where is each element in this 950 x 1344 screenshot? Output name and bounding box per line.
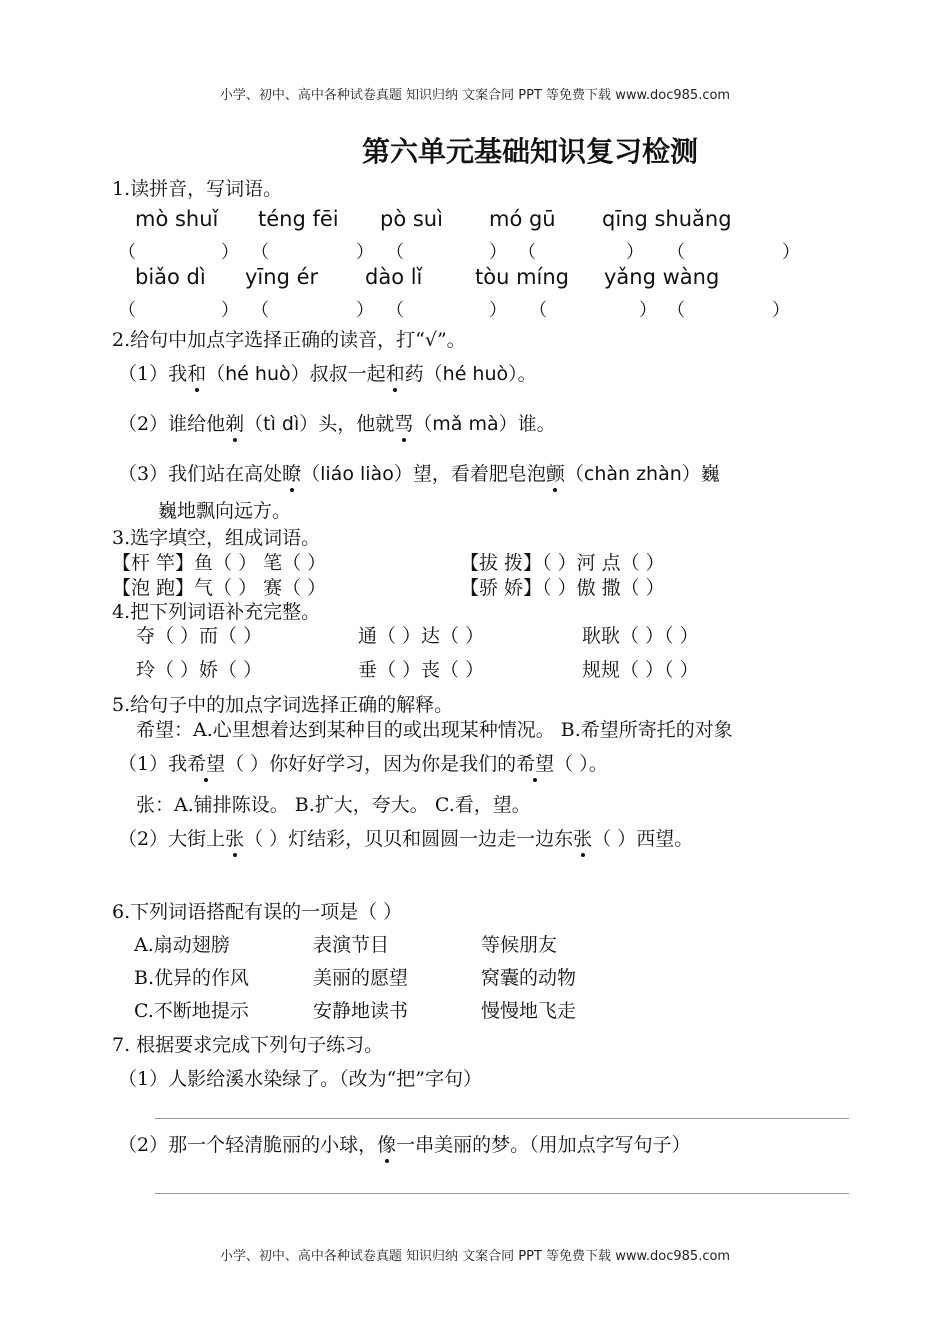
- q5-definition-1: 希望：A.心里想着达到某种目的或出现某种情况。 B.希望所寄托的对象: [136, 719, 733, 741]
- q6-option-c-2: 安静地读书: [313, 1000, 409, 1022]
- q2-sentence-2: （2）谁给他剃（tì dì）头，他就骂（mǎ mà）谁。: [118, 413, 556, 435]
- q4-item-6: 规规（ ）（ ）: [582, 659, 699, 681]
- q3-heading: 3.选字填空，组成词语。: [112, 527, 321, 549]
- q7-heading: 7. 根据要求完成下列句子练习。: [112, 1034, 384, 1056]
- answer-paren-open: （: [118, 300, 136, 321]
- q2-sentence-1: （1）我和（hé huò）叔叔一起和药（hé huò）。: [118, 363, 537, 385]
- q1-heading: 1.读拼音，写词语。: [112, 178, 283, 200]
- q1-pinyin-6: biǎo dì: [135, 265, 206, 289]
- answer-paren-open: （: [251, 242, 269, 263]
- answer-paren-close: ）: [639, 300, 657, 321]
- q4-item-5: 垂（ ）丧（ ）: [358, 659, 485, 681]
- answer-paren-open: （: [667, 300, 685, 321]
- q6-option-b-1: B.优异的作风: [134, 967, 250, 989]
- answer-paren-close: ）: [626, 242, 644, 263]
- q4-item-1: 夺（ ）而（ ）: [136, 625, 263, 647]
- q3-line-2b: 【骄 娇】（ ）傲 撒（ ）: [460, 577, 665, 599]
- q7-sentence-2: （2）那一个轻清脆丽的小球，像一串美丽的梦。（用加点字写句子）: [118, 1134, 691, 1156]
- answer-paren-open: （: [251, 300, 269, 321]
- answer-paren-close: ）: [772, 300, 790, 321]
- answer-paren-close: ）: [782, 242, 800, 263]
- q6-option-a-2: 表演节目: [313, 934, 390, 956]
- q2-heading: 2.给句中加点字选择正确的读音，打“√”。: [112, 329, 466, 351]
- q1-pinyin-2: téng fēi: [258, 207, 339, 231]
- q1-pinyin-4: mó gū: [489, 207, 556, 231]
- q3-line-1b: 【拔 拨】（ ）河 点（ ）: [460, 552, 665, 574]
- answer-paren-open: （: [529, 300, 547, 321]
- answer-paren-close: ）: [356, 300, 374, 321]
- answer-paren-open: （: [386, 242, 404, 263]
- q4-item-3: 耿耿（ ）（ ）: [582, 625, 699, 647]
- q6-heading: 6.下列词语搭配有误的一项是（ ）: [112, 901, 403, 923]
- answer-paren-close: ）: [221, 300, 239, 321]
- q7-sentence-1: （1）人影给溪水染绿了。（改为“把”字句）: [118, 1068, 483, 1090]
- q1-pinyin-1: mò shuǐ: [135, 207, 219, 231]
- q6-option-a-1: A.扇动翅膀: [134, 934, 230, 956]
- q4-item-4: 玲（ ）娇（ ）: [136, 659, 263, 681]
- q1-pinyin-7: yīng ér: [245, 265, 319, 289]
- q3-line-1a: 【杆 竿】鱼（ ） 笔（ ）: [112, 552, 327, 574]
- q6-option-b-3: 窝囊的动物: [481, 967, 577, 989]
- q1-pinyin-5: qīng shuǎng: [602, 207, 732, 231]
- answer-paren-close: ）: [489, 300, 507, 321]
- q5-definition-2: 张：A.铺排陈设。 B.扩大，夸大。 C.看，望。: [136, 794, 531, 816]
- answer-paren-close: ）: [221, 242, 239, 263]
- q5-heading: 5.给句子中的加点字词选择正确的解释。: [112, 694, 454, 716]
- q5-sentence-1: （1）我希望（ ）你好好学习，因为你是我们的希望（ ）。: [118, 753, 608, 775]
- answer-paren-open: （: [667, 242, 685, 263]
- q3-line-2a: 【泡 跑】气（ ） 赛（ ）: [112, 577, 327, 599]
- q2-sentence-3-cont: 巍地飘向远方。: [158, 500, 292, 522]
- q1-pinyin-8: dào lǐ: [365, 265, 423, 289]
- q2-sentence-3: （3）我们站在高处瞭（liáo liào）望，看着肥皂泡颤（chàn zhàn）巍: [118, 463, 720, 485]
- answer-line-2[interactable]: [155, 1193, 849, 1194]
- answer-line-1[interactable]: [155, 1118, 849, 1119]
- q5-sentence-2: （2）大街上张（ ）灯结彩，贝贝和圆圆一边走一边东张（ ）西望。: [118, 828, 694, 850]
- answer-paren-close: ）: [356, 242, 374, 263]
- page-title: 第六单元基础知识复习检测: [361, 135, 698, 168]
- q1-pinyin-10: yǎng wàng: [604, 265, 720, 289]
- q1-pinyin-9: tòu míng: [475, 265, 569, 289]
- q6-option-c-1: C.不断地提示: [134, 1000, 249, 1022]
- q6-option-a-3: 等候朋友: [481, 934, 558, 956]
- q6-option-b-2: 美丽的愿望: [313, 967, 409, 989]
- answer-paren-open: （: [118, 242, 136, 263]
- q1-pinyin-3: pò suì: [380, 207, 443, 231]
- q6-option-c-3: 慢慢地飞走: [481, 1000, 577, 1022]
- answer-paren-close: ）: [489, 242, 507, 263]
- q4-item-2: 通（ ）达（ ）: [358, 625, 485, 647]
- page-footer: 小学、初中、高中各种试卷真题 知识归纳 文案合同 PPT 等免费下载 www.doc985.com: [219, 1249, 731, 1264]
- answer-paren-open: （: [518, 242, 536, 263]
- answer-paren-open: （: [386, 300, 404, 321]
- q4-heading: 4.把下列词语补充完整。: [112, 601, 321, 623]
- page-header: 小学、初中、高中各种试卷真题 知识归纳 文案合同 PPT 等免费下载 www.doc985.com: [219, 88, 731, 103]
